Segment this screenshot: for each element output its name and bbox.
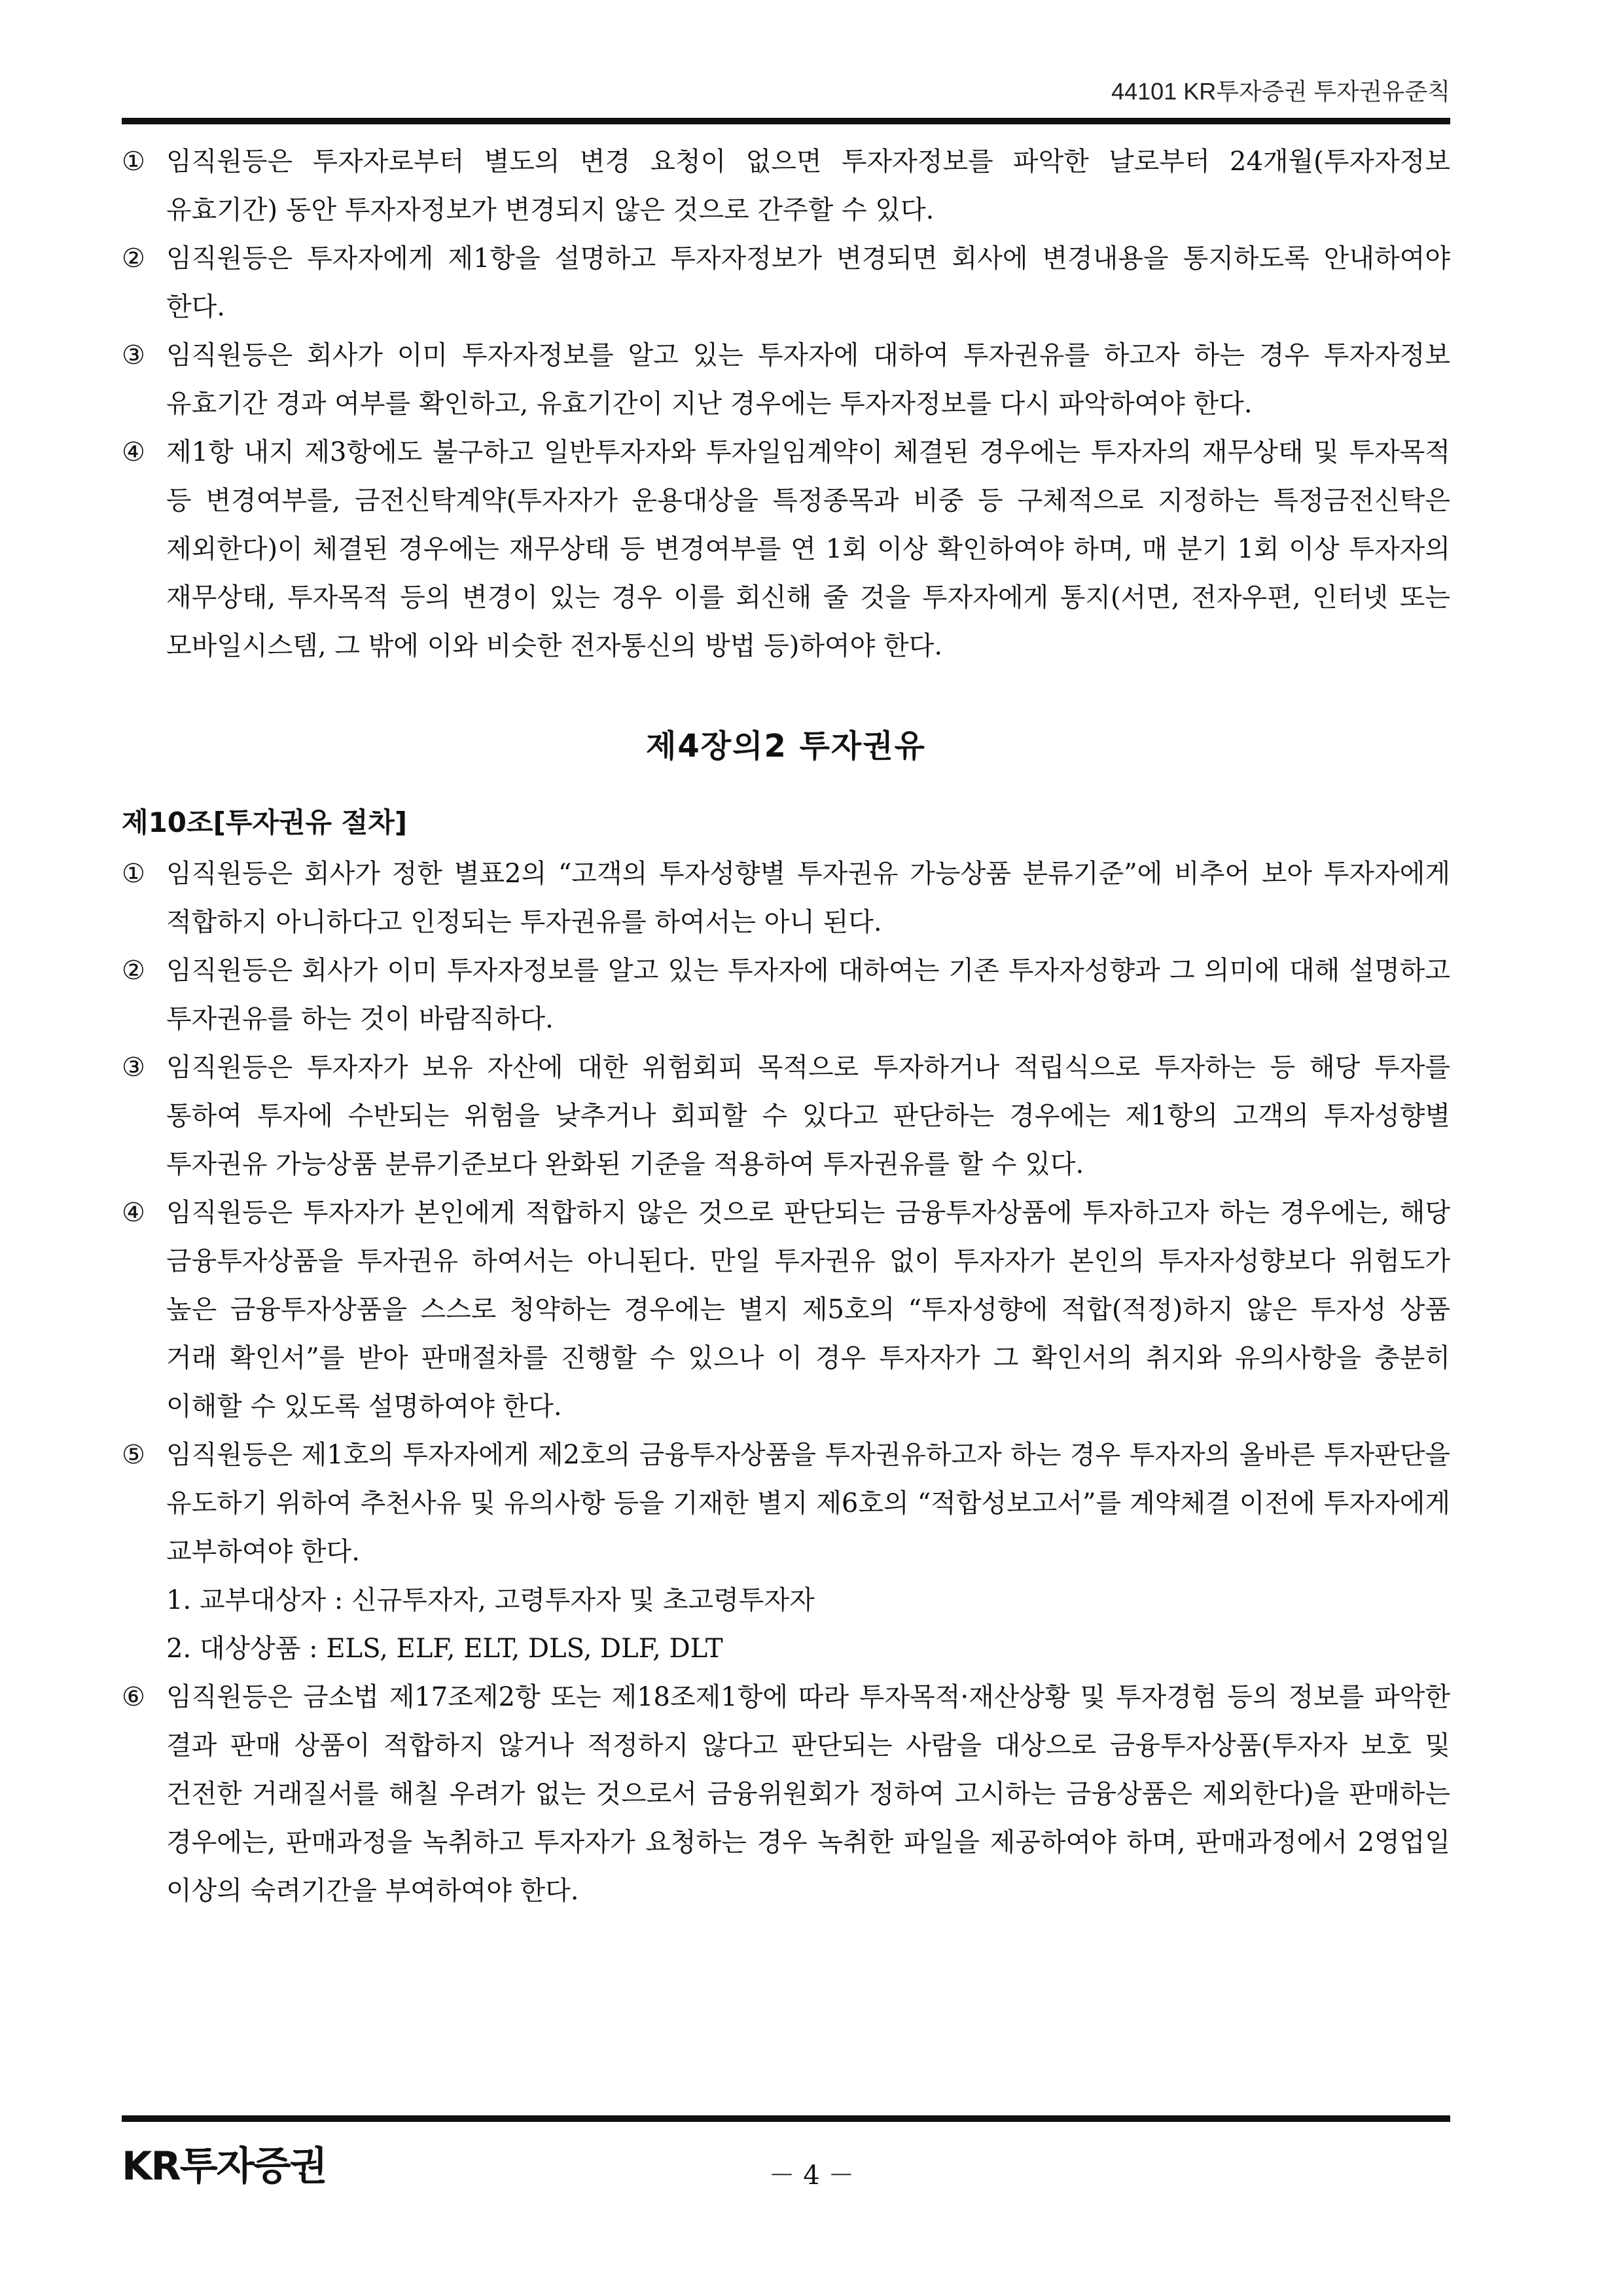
sub-item: 1. 교부대상자 : 신규투자자, 고령투자자 및 초고령투자자 bbox=[166, 1585, 815, 1615]
clause-item bbox=[122, 1673, 1450, 1915]
header-rule bbox=[122, 118, 1450, 124]
clause-text: 임직원등은 투자자에게 제1항을 설명하고 투자자정보가 변경되면 회사에 변경내용을 통지하도록 안내하여야 한다. bbox=[166, 243, 1450, 322]
clause-number: ⑥ bbox=[122, 1682, 145, 1712]
clause-number: ④ bbox=[122, 1198, 145, 1228]
clause-item bbox=[122, 1043, 1450, 1189]
clause-number: ④ bbox=[122, 437, 145, 467]
clause-item bbox=[122, 850, 1450, 946]
document-body bbox=[122, 137, 1450, 1915]
clause-item bbox=[122, 428, 1450, 670]
clause-item bbox=[122, 137, 1450, 234]
sub-item: 2. 대상상품 : ELS, ELF, ELT, DLS, DLF, DLT bbox=[166, 1634, 723, 1664]
clause-text: 임직원등은 금소법 제17조제2항 또는 제18조제1항에 따라 투자목적·재산상황 및 투자경험 등의 정보를 파악한 결과 판매 상품이 적합하지 않거나 적정하지 않다고 판단되는 사람을 대상으로 금융투자상품(투자자 보호 및 건전한 거래질서를 해칠 우려가 없는 것으로서 금융위원회가 정하여 고시하는 금융상품은 제외한다)을 판매하는 경우에는, 판매과정을 녹취하고 투자자가 요청하는 경우 녹취한 파일을 제공하여야 하며, 판매과정에서 2영업일 이상의 숙려기간을 부여하여야 한다. bbox=[166, 1682, 1450, 1906]
clause-item bbox=[122, 234, 1450, 331]
clause-text: 임직원등은 제1호의 투자자에게 제2호의 금융투자상품을 투자권유하고자 하는 경우 투자자의 올바른 투자판단을 유도하기 위하여 추천사유 및 유의사항 등을 기재한 별지 제6호의 “적합성보고서”를 계약체결 이전에 투자자에게 교부하여야 한다. bbox=[166, 1440, 1450, 1567]
clause-text: 임직원등은 회사가 이미 투자자정보를 알고 있는 투자자에 대하여는 기존 투자자성향과 그 의미에 대해 설명하고 투자권유를 하는 것이 바람직하다. bbox=[166, 956, 1450, 1034]
clause-text: 임직원등은 투자자가 본인에게 적합하지 않은 것으로 판단되는 금융투자상품에 투자하고자 하는 경우에는, 해당 금융투자상품을 투자권유 하여서는 아니된다. 만일 투자권유 없이 투자자가 본인의 투자자성향보다 위험도가 높은 금융투자상품을 스스로 청약하는 경우에는 별지 제5호의 “투자성향에 적합(적정)하지 않은 투자성 상품 거래 확인서”를 받아 판매절차를 진행할 수 있으나 이 경우 투자자가 그 확인서의 취지와 유의사항을 충분히 이해할 수 있도록 설명하여야 한다. bbox=[166, 1198, 1450, 1422]
company-logo: KR투자증권 bbox=[122, 2144, 327, 2189]
clause-number: ② bbox=[122, 243, 145, 274]
clause-text: 임직원등은 투자자가 보유 자산에 대한 위험회피 목적으로 투자하거나 적립식으로 투자하는 등 해당 투자를 통하여 투자에 수반되는 위험을 낮추거나 회피할 수 있다고 판단하는 경우에는 제1항의 고객의 투자성향별 투자권유 가능상품 분류기준보다 완화된 기준을 적용하여 투자권유를 할 수 있다. bbox=[166, 1052, 1450, 1179]
clause-number: ③ bbox=[122, 340, 145, 370]
clause-number: ⑤ bbox=[122, 1440, 145, 1470]
page-number: － 4 － bbox=[768, 2161, 855, 2191]
clause-text: 임직원등은 회사가 정한 별표2의 “고객의 투자성향별 투자권유 가능상품 분류기준”에 비추어 보아 투자자에게 적합하지 아니하다고 인정되는 투자권유를 하여서는 아니 된다. bbox=[166, 859, 1450, 937]
clause-number: ① bbox=[122, 859, 145, 889]
clause-number: ① bbox=[122, 147, 145, 177]
clause-number: ② bbox=[122, 956, 145, 986]
article-heading: 제10조[투자권유 절차] bbox=[122, 806, 408, 838]
clause-item bbox=[122, 1189, 1450, 1431]
clause-item bbox=[122, 1431, 1450, 1576]
clause-text: 임직원등은 회사가 이미 투자자정보를 알고 있는 투자자에 대하여 투자권유를 하고자 하는 경우 투자자정보 유효기간 경과 여부를 확인하고, 유효기간이 지난 경우에는 투자자정보를 다시 파악하여야 한다. bbox=[166, 340, 1450, 419]
clause-text: 임직원등은 투자자로부터 별도의 변경 요청이 없으면 투자자정보를 파악한 날로부터 24개월(투자자정보 유효기간) 동안 투자자정보가 변경되지 않은 것으로 간주할 수 있다. bbox=[166, 147, 1450, 225]
clause-item bbox=[122, 331, 1450, 428]
chapter-heading: 제4장의2 투자권유 bbox=[645, 728, 927, 764]
footer-rule bbox=[122, 2115, 1450, 2122]
clause-item bbox=[122, 946, 1450, 1043]
document-header-title: 44101 KR투자증권 투자권유준칙 bbox=[1111, 78, 1450, 105]
clause-text: 제1항 내지 제3항에도 불구하고 일반투자자와 투자일임계약이 체결된 경우에는 투자자의 재무상태 및 투자목적 등 변경여부를, 금전신탁계약(투자자가 운용대상을 특정종목과 비중 등 구체적으로 지정하는 특정금전신탁은 제외한다)이 체결된 경우에는 재무상태 등 변경여부를 연 1회 이상 확인하여야 하며, 매 분기 1회 이상 투자자의 재무상태, 투자목적 등의 변경이 있는 경우 이를 회신해 줄 것을 투자자에게 통지(서면, 전자우편, 인터넷 또는 모바일시스템, 그 밖에 이와 비슷한 전자통신의 방법 등)하여야 한다. bbox=[166, 437, 1450, 661]
clause-number: ③ bbox=[122, 1052, 145, 1083]
